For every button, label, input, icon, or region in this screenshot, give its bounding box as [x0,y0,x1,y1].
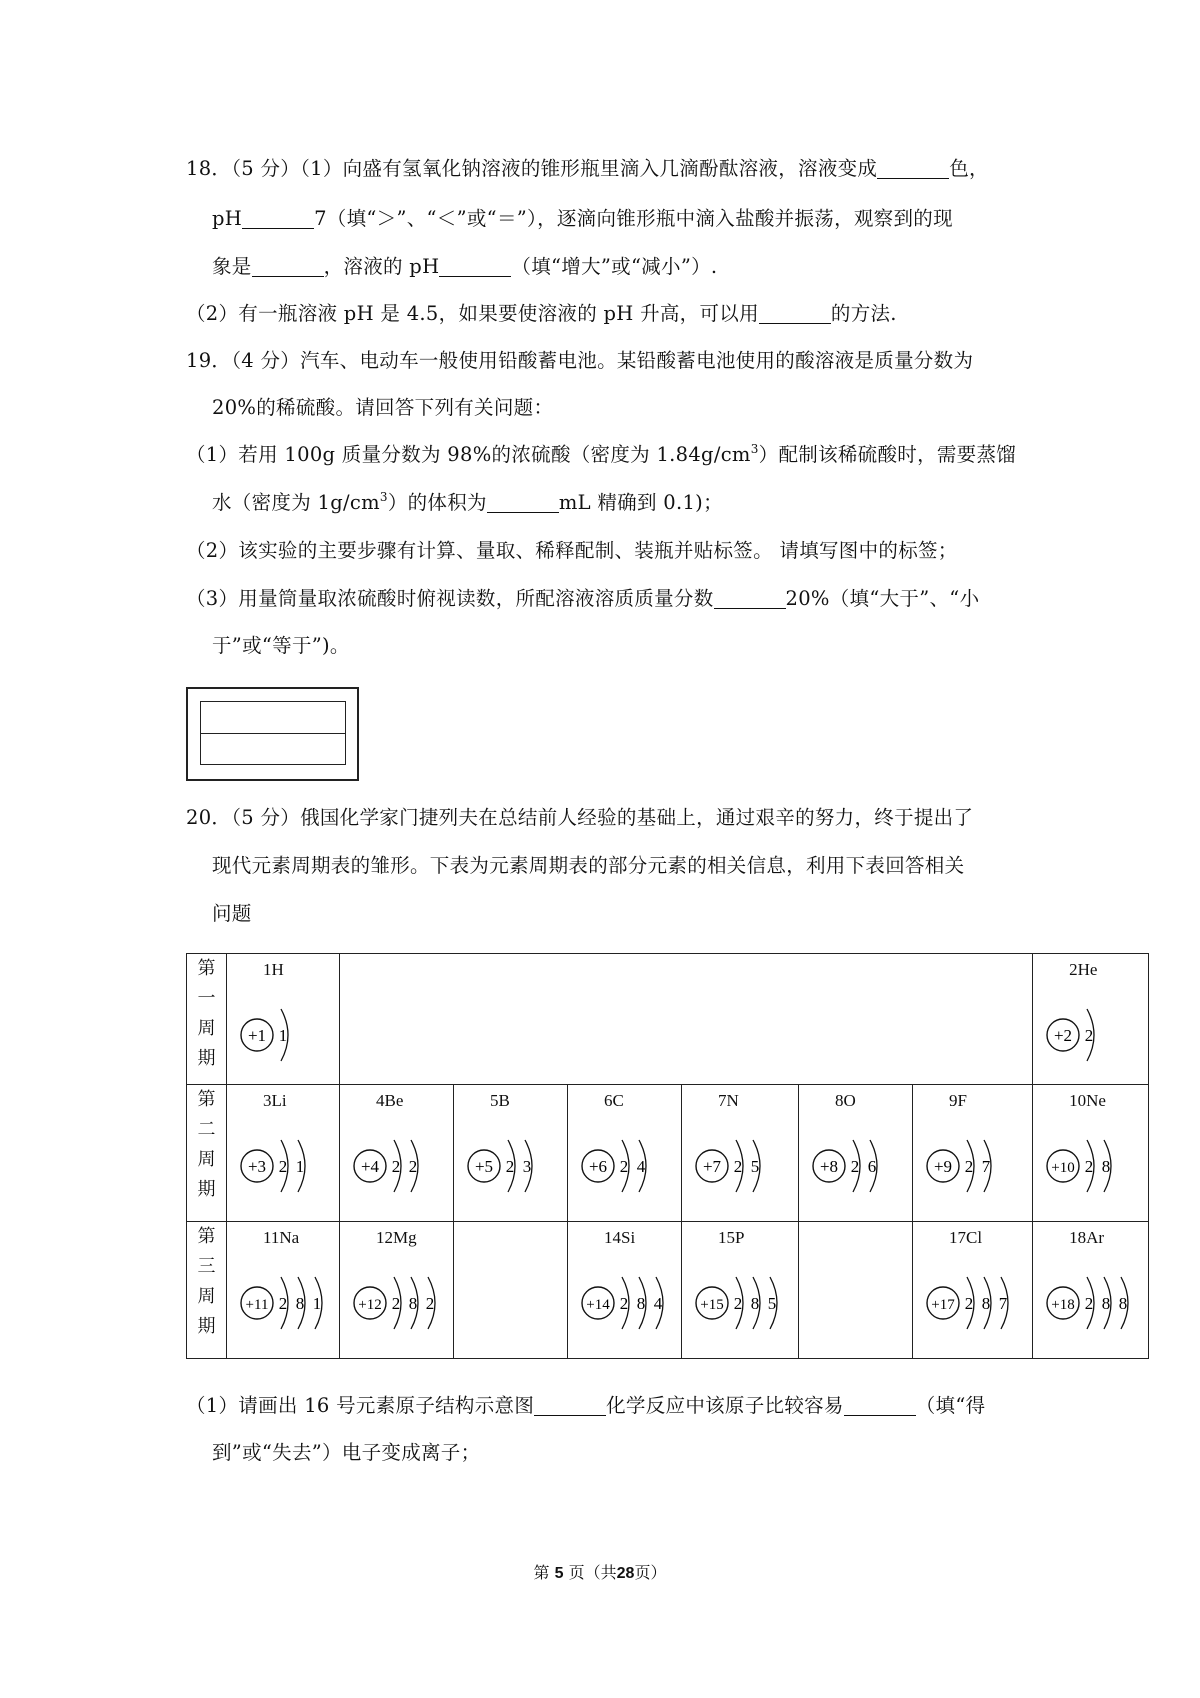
empty-span-cell [340,954,1033,1085]
q20-text: 化学反应中该原子比较容易 [606,1394,844,1417]
atom-diagram [1043,998,1143,1072]
shell-electron-count: 8 [1101,1157,1111,1176]
element-symbol: 11Na [263,1228,300,1247]
nucleus-charge: +5 [474,1157,494,1176]
element-cell [913,1222,1033,1359]
nucleus-charge: +1 [247,1026,267,1045]
shell-electron-count: 2 [1084,1157,1094,1176]
empty-element-cell [454,1222,568,1359]
q20-line-2: 现代元素周期表的雏形。下表为元素周期表的部分元素的相关信息，利用下表回答相关 [212,854,965,877]
q18-line-3 [212,252,717,282]
answer-blank[interactable] [714,588,786,609]
shell-electron-count: 2 [619,1294,629,1313]
q18-text: 18．（5 分）（1）向盛有氢氧化钠溶液的锥形瓶里滴入几滴酚酞溶液，溶液变成 [186,157,878,180]
answer-blank[interactable] [252,256,324,277]
answer-blank[interactable] [759,303,831,324]
shell-electron-count: 2 [391,1294,401,1313]
q20-text: （1）请画出 16 号元素原子结构示意图 [186,1394,535,1417]
element-symbol: 9F [949,1091,967,1110]
atom-diagram [464,1129,564,1203]
atom-diagram [1043,1129,1143,1203]
element-symbol: 12Mg [376,1228,417,1247]
element-symbol: 15P [718,1228,745,1247]
element-cell [568,1085,682,1222]
period-char: 二 [197,1119,216,1140]
answer-blank[interactable] [844,1395,916,1416]
q20-sub1-line-2: 到”或“失去”）电子变成离子； [212,1441,481,1464]
element-symbol: 2He [1069,960,1098,979]
shell-electron-count: 8 [408,1294,418,1313]
shell-electron-count: 2 [505,1157,515,1176]
shell-electron-count: 2 [1084,1294,1094,1313]
atom-diagram [237,1129,337,1203]
shell-electron-count: 7 [981,1157,991,1176]
atom-diagram [692,1266,792,1340]
shell-electron-count: 2 [964,1157,974,1176]
nucleus-charge: +4 [360,1157,380,1176]
q19-text: 20%（填“大于”、“小 [785,587,980,610]
period-char: 第 [197,958,216,979]
q19-line-2: 20%的稀硫酸。请回答下列有关问题： [212,396,554,419]
shell-electron-count: 2 [733,1157,743,1176]
nucleus-charge: +11 [245,1297,269,1313]
q18-line-4 [186,299,897,329]
atom-diagram [237,1266,337,1340]
period-char: 第 [197,1226,216,1247]
nucleus-charge: +15 [700,1297,724,1313]
nucleus-charge: +17 [931,1297,955,1313]
nucleus-charge: +2 [1054,1026,1073,1045]
answer-blank[interactable] [487,492,559,513]
atom-diagram [578,1266,678,1340]
period-char: 期 [197,1179,216,1200]
shell-electron-count: 2 [1084,1026,1094,1045]
element-symbol: 8O [835,1091,856,1110]
shell-electron-count: 8 [1118,1294,1128,1313]
shell-electron-count: 8 [981,1294,991,1313]
q19-line-1: 19．（4 分）汽车、电动车一般使用铅酸蓄电池。某铅酸蓄电池使用的酸溶液是质量分数为 [186,349,974,372]
element-symbol: 1H [263,960,284,979]
q20-line-1: 20．（5 分）俄国化学家门捷列夫在总结前人经验的基础上，通过艰辛的努力，终于提出了 [186,806,974,829]
element-cell [454,1085,568,1222]
nucleus-charge: +10 [1051,1160,1075,1176]
q19-text: ）的体积为 [387,491,487,514]
shell-electron-count: 3 [522,1157,532,1176]
shell-electron-count: 2 [278,1294,288,1313]
shell-electron-count: 2 [408,1157,418,1176]
period-label-3 [187,1222,227,1359]
nucleus-charge: +3 [247,1157,267,1176]
q18-line-2 [212,204,953,234]
element-cell [340,1085,454,1222]
q18-text: 7（填“＞”、“＜”或“＝”），逐滴向锥形瓶中滴入盐酸并振荡，观察到的现 [314,207,953,230]
nucleus-charge: +7 [702,1157,722,1176]
q18-text: 色， [949,157,989,180]
page-number: 5 [554,1565,564,1582]
shell-electron-count: 4 [636,1157,646,1176]
shell-electron-count: 8 [1101,1294,1111,1313]
element-cell [340,1222,454,1359]
shell-electron-count: 8 [295,1294,305,1313]
atom-diagram [237,998,337,1072]
period-char: 第 [197,1089,216,1110]
shell-electron-count: 6 [867,1157,877,1176]
q19-line-7: 于”或“等于”)。 [212,634,350,657]
nucleus-charge: +18 [1051,1297,1075,1313]
atom-diagram [809,1129,909,1203]
q18-line-1 [186,154,989,184]
answer-blank[interactable] [242,208,314,229]
element-cell [227,954,340,1085]
period-char: 周 [197,1286,216,1307]
shell-electron-count: 5 [750,1157,760,1176]
total-pages: 28 [616,1565,635,1582]
shell-electron-count: 5 [767,1294,777,1313]
element-cell [568,1222,682,1359]
period-char: 三 [197,1256,216,1277]
answer-blank[interactable] [439,256,511,277]
period-char: 期 [197,1316,216,1337]
shell-electron-count: 2 [733,1294,743,1313]
answer-blank[interactable] [877,158,949,179]
period-char: 一 [197,988,216,1009]
period-label-1 [187,954,227,1085]
q18-text: ，溶液的 pH [323,255,440,278]
element-cell [682,1085,799,1222]
atom-diagram [692,1129,792,1203]
element-cell [1033,954,1149,1085]
element-cell [682,1222,799,1359]
element-symbol: 10Ne [1069,1091,1106,1110]
shell-electron-count: 2 [964,1294,974,1313]
element-cell [227,1222,340,1359]
q20-line-3: 问题 [212,902,252,925]
atom-diagram [350,1266,450,1340]
shell-electron-count: 1 [278,1026,288,1045]
period-char: 周 [197,1149,216,1170]
shell-electron-count: 1 [295,1157,305,1176]
atom-diagram [923,1266,1023,1340]
q20-text: （填“得 [915,1394,986,1417]
page-footer [0,1560,1200,1583]
atom-diagram [923,1129,1023,1203]
atom-diagram [1043,1266,1143,1340]
shell-electron-count: 8 [636,1294,646,1313]
label-divider [201,733,345,734]
element-symbol: 5B [490,1091,510,1110]
q19-text: 水（密度为 1g/cm [212,491,380,514]
q19-line-5: （2）该实验的主要步骤有计算、量取、稀释配制、装瓶并贴标签。 请填写图中的标签； [186,539,958,562]
superscript: 3 [379,490,388,504]
period-row-2 [187,1085,1149,1222]
atom-diagram [350,1129,450,1203]
nucleus-charge: +14 [586,1297,610,1313]
q19-text: ）配制该稀硫酸时，需要蒸馏 [758,443,1017,466]
q18-text: 象是 [212,255,252,278]
shell-electron-count: 1 [312,1294,322,1313]
reagent-label-figure [186,687,359,781]
element-cell [1033,1222,1149,1359]
q19-text: （3）用量筒量取浓硫酸时俯视读数，所配溶液溶质质量分数 [186,587,714,610]
period-label-2 [187,1085,227,1222]
q19-line-4 [212,488,723,518]
shell-electron-count: 2 [278,1157,288,1176]
empty-element-cell [799,1222,913,1359]
q20-sub1-line-1 [186,1391,985,1421]
q19-text: mL 精确到 0.1)； [558,491,723,514]
q18-text: （填“增大”或“减小”）. [511,255,718,278]
shell-electron-count: 2 [425,1294,435,1313]
element-symbol: 7N [718,1091,739,1110]
shell-electron-count: 2 [850,1157,860,1176]
periodic-table [186,953,1149,1359]
q18-text: pH [212,207,243,230]
q18-text: （2）有一瓶溶液 pH 是 4.5，如果要使溶液的 pH 升高，可以用 [186,302,759,325]
shell-electron-count: 8 [750,1294,760,1313]
footer-text: 页） [634,1563,667,1582]
element-cell [227,1085,340,1222]
footer-text: 页（共 [568,1563,617,1582]
shell-electron-count: 2 [391,1157,401,1176]
period-row-1 [187,954,1149,1085]
nucleus-charge: +6 [588,1157,608,1176]
q19-line-3 [186,440,1016,470]
reagent-label-box[interactable] [200,701,346,765]
shell-electron-count: 7 [998,1294,1008,1313]
element-symbol: 18Ar [1069,1228,1105,1247]
element-symbol: 3Li [263,1091,287,1110]
period-char: 期 [197,1048,216,1069]
shell-electron-count: 4 [653,1294,663,1313]
nucleus-charge: +12 [358,1297,382,1313]
element-cell [1033,1085,1149,1222]
element-symbol: 4Be [376,1091,404,1110]
nucleus-charge: +9 [933,1157,953,1176]
element-symbol: 6C [604,1091,624,1110]
nucleus-charge: +8 [819,1157,839,1176]
superscript: 3 [750,442,759,456]
element-symbol: 17Cl [949,1228,983,1247]
shell-electron-count: 2 [619,1157,629,1176]
atom-diagram [578,1129,678,1203]
q19-text: （1）若用 100g 质量分数为 98%的浓硫酸（密度为 1.84g/cm [186,443,751,466]
element-cell [913,1085,1033,1222]
q19-line-6 [186,584,979,614]
period-char: 周 [197,1018,216,1039]
element-cell [799,1085,913,1222]
element-symbol: 14Si [604,1228,636,1247]
answer-blank[interactable] [534,1395,606,1416]
footer-text: 第 [533,1563,550,1582]
period-row-3 [187,1222,1149,1359]
q18-text: 的方法. [830,302,897,325]
